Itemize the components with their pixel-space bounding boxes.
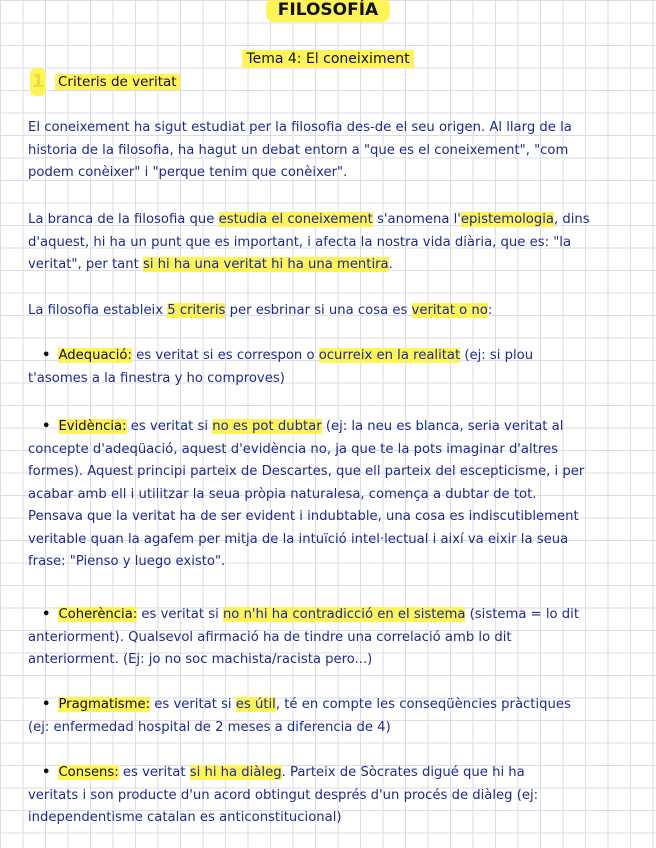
- text-run: . Parteix de Sòcrates digué que hi ha: [281, 765, 525, 780]
- text-line: concepte d'adeqüació, aquest d'evidència no, ja que te la pots imaginar d'altres: [28, 441, 558, 457]
- criterion-coherencia: [28, 604, 628, 672]
- text-run: veritat", per tant: [28, 257, 143, 272]
- text-line: independentisme catalan es anticonstitucional): [28, 810, 342, 825]
- paragraph-epistemology: [28, 209, 628, 277]
- highlight: estudia el coneixement: [218, 212, 373, 227]
- text-line: [28, 416, 628, 439]
- paragraph-intro: [28, 117, 628, 185]
- text-line: formes). Aquest principi parteix de Descartes, que ell parteix del escepticisme, i per: [28, 464, 585, 479]
- text-line: [28, 694, 628, 717]
- highlight: es útil: [235, 697, 276, 712]
- criterion-consens: [28, 762, 628, 830]
- criterion-label: Consens:: [58, 765, 119, 780]
- text-run: , dins: [554, 212, 590, 227]
- highlight: si hi ha diàleg: [189, 765, 282, 780]
- bullet-icon: •: [42, 765, 51, 780]
- bullet-icon: •: [42, 697, 51, 712]
- highlight: 5 criteris: [167, 303, 226, 318]
- text-run: es veritat si: [126, 419, 213, 434]
- text-line: frase: "Pienso y luego existo".: [28, 554, 226, 569]
- text-run: es veritat si es correspon o: [131, 348, 319, 363]
- text-line: anteriorment). Qualsevol afirmació ha de tindre una correlació amb lo dit: [28, 629, 512, 645]
- paragraph-criteria-intro: [28, 300, 628, 323]
- text-run: .: [388, 257, 393, 272]
- text-line: [28, 604, 628, 627]
- criterion-adequacio: [28, 345, 628, 390]
- text-line: (ej: enfermedad hospital de 2 meses a diferencia de 4): [28, 719, 391, 735]
- text-run: es veritat si: [137, 607, 223, 622]
- text-run: (ej: si plou: [460, 348, 534, 363]
- text-run: :: [487, 303, 493, 318]
- criterion-label: Evidència:: [58, 419, 127, 434]
- criterion-pragmatisme: [28, 694, 628, 739]
- highlight: epistemologia: [460, 212, 554, 227]
- text-line: [28, 209, 628, 232]
- text-line: d'aquest, hi ha un punt que es important, i afecta la nostra vida diària, que es: "la: [28, 234, 572, 250]
- text-run: La filosofia estableix: [28, 303, 168, 318]
- criterion-label: Coherència:: [58, 607, 138, 622]
- criterion-label: Pragmatisme:: [58, 697, 151, 712]
- text-line: Pensava que la veritat ha de ser evident i indubtable, una cosa es indiscutiblement: [28, 509, 579, 524]
- text-line: [28, 345, 628, 368]
- text-line: anteriorment. (Ej: jo no soc machista/racista pero...): [28, 652, 373, 667]
- text-run: , té en compte les conseqüències pràctiques: [275, 697, 571, 712]
- text-line: acabar amb ell i utilitzar la seua pròpia naturalesa, comença a dubtar de tot.: [28, 486, 537, 502]
- criterion-evidencia: [28, 416, 628, 574]
- text-line: veritable quan la agafem per mitja de la intuïció intel·lectual i així va eixir la seua: [28, 531, 569, 547]
- topic-heading: Tema 4: El coneiximent: [0, 51, 656, 67]
- text-run: es veritat: [118, 765, 190, 780]
- text-run: La branca de la filosofia que: [28, 212, 219, 227]
- bullet-icon: •: [42, 419, 51, 434]
- highlight: ocurreix en la realitat: [318, 348, 461, 363]
- text-line: historia de la filosofia, ha hagut un debat entorn a "que es el coneixement", "com: [28, 142, 569, 158]
- highlight: no es pot dubtar: [212, 419, 322, 434]
- text-line: [28, 300, 628, 323]
- text-run: per esbrinar si una cosa es: [225, 303, 412, 318]
- highlight: si hi ha una veritat hi ha una mentira: [142, 257, 389, 272]
- text-line: podem conèixer" i "perque tenim que conèixer".: [28, 165, 348, 180]
- text-run: (ej: la neu es blanca, seria veritat al: [321, 419, 564, 434]
- criterion-label: Adequació:: [58, 348, 132, 363]
- section-number: 1: [30, 68, 46, 96]
- text-run: (sistema = lo dit: [465, 607, 579, 622]
- text-line: El coneixement ha sigut estudiat per la filosofia des-de el seu origen. Al llarg de la: [28, 120, 572, 135]
- highlight: veritat o no: [411, 303, 488, 318]
- text-line: t'asomes a la finestra y ho comproves): [28, 370, 285, 386]
- page-title: FILOSOFÍA: [0, 0, 656, 20]
- text-run: s'anomena l': [372, 212, 461, 227]
- section-heading: Criteris de veritat: [55, 74, 180, 90]
- text-line: veritats i son producte d'un acord obtingut després d'un procés de diàleg (ej:: [28, 787, 539, 803]
- text-line: [28, 762, 628, 785]
- bullet-icon: •: [42, 607, 51, 622]
- text-run: es veritat si: [150, 697, 236, 712]
- highlight: no n'hi ha contradicció en el sistema: [222, 607, 466, 622]
- text-line: [28, 254, 628, 277]
- bullet-icon: •: [42, 348, 51, 363]
